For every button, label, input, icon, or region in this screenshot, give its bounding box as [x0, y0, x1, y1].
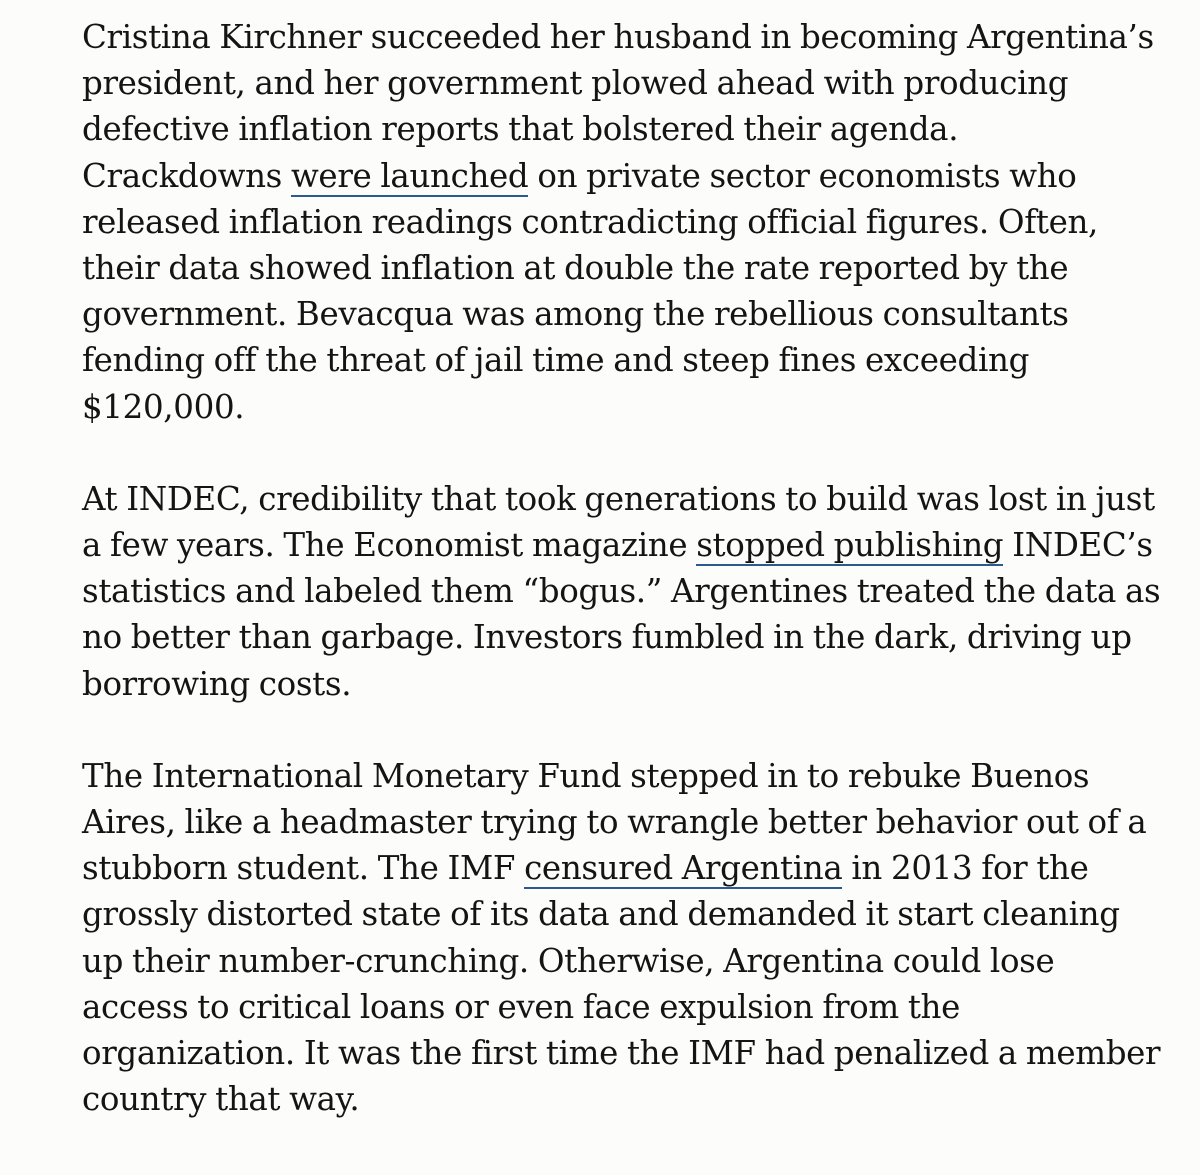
paragraph-text: in 2013 for the grossly distorted state of its data and demanded it start cleaning up their number-crunching. Otherwise, Argentina could lose access to critical loans or even face expulsion from the organization. It was the first time the IMF had penalized a member country that way.: [82, 849, 1161, 1119]
link-were-launched[interactable]: were launched: [290, 156, 529, 195]
paragraph-text: Cristina Kirchner succeeded her husband in becoming Argentina’s president, and her government plowed ahead with producing defective inflation reports that bolstered their agenda. Crackdowns: [82, 18, 1154, 195]
paragraph-kirchner-inflation-reports: [82, 14, 1162, 430]
link-stopped-publishing[interactable]: stopped publishing: [696, 526, 1004, 565]
link-censured-argentina[interactable]: censured Argentina: [524, 849, 843, 888]
paragraph-text: At INDEC, credibility that took generations to build was lost in just a few years. The Economist magazine: [82, 479, 1155, 565]
paragraph-text: The International Monetary Fund stepped in to rebuke Buenos Aires, like a headmaster trying to wrangle better behavior out of a stubborn student. The IMF: [82, 756, 1147, 888]
paragraph-imf-rebuke: [82, 753, 1162, 1123]
article-body: [82, 14, 1162, 1168]
paragraph-indec-credibility: [82, 476, 1162, 707]
paragraph-text: on private sector economists who released inflation readings contradicting official figures. Often, their data showed inflation at double the rate reported by the government. Bevacqua was among the rebellious consultants fending off the threat of jail time and steep fines exceeding $120,000.: [82, 156, 1099, 426]
paragraph-text: INDEC’s statistics and labeled them “bogus.” Argentines treated the data as no better than garbage. Investors fumbled in the dark, driving up borrowing costs.: [82, 526, 1161, 703]
